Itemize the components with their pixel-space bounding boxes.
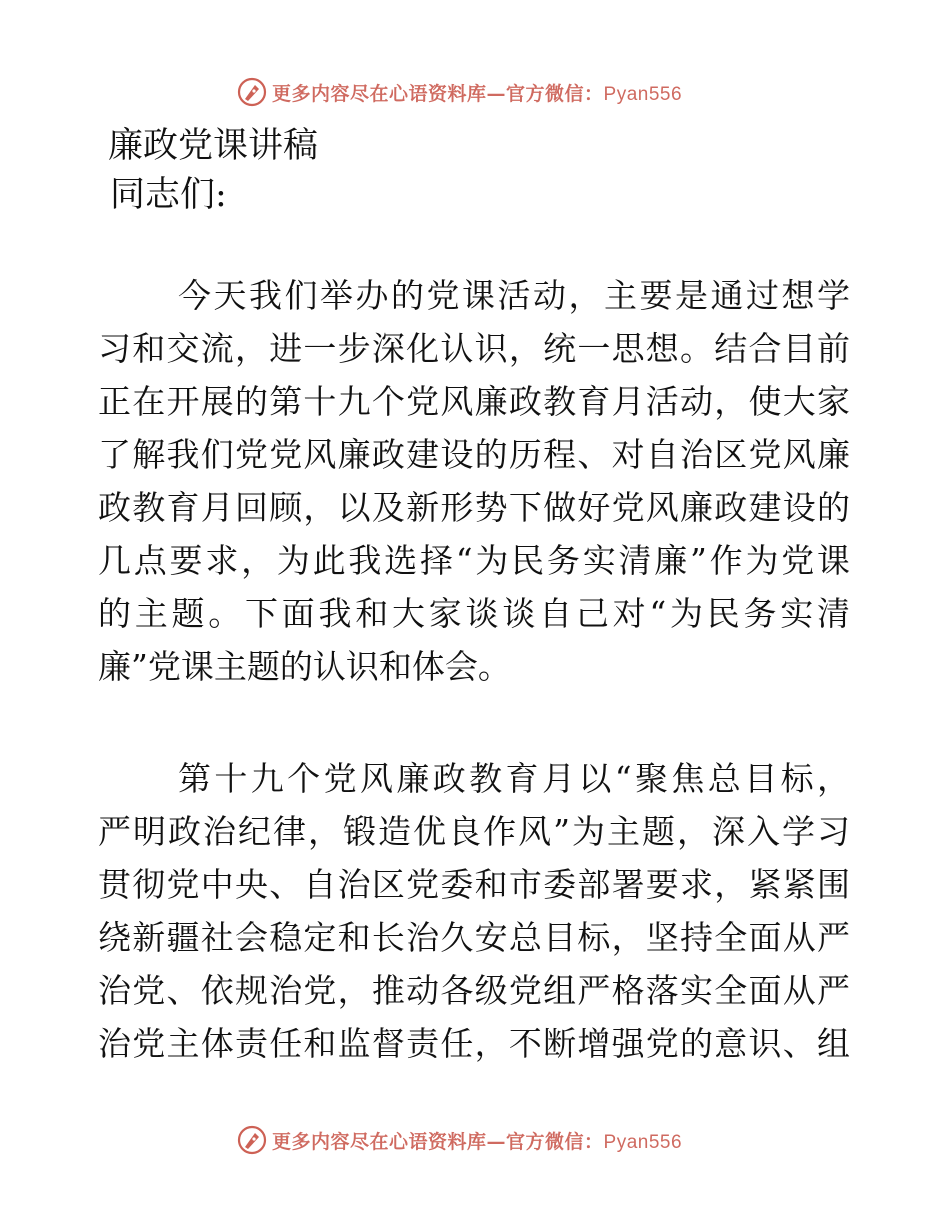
pen-nib-icon	[236, 1124, 268, 1156]
paragraph-line: 几点要求，为此我选择“为民务实清廉”作为党课	[98, 541, 850, 580]
paragraph-2	[98, 752, 850, 1070]
watermark-wechat-id: Pyan556	[603, 83, 683, 105]
watermark-wechat-id: Pyan556	[603, 1131, 683, 1153]
pen-nib-icon	[236, 76, 268, 108]
paragraph-line: 严明政治纪律，锻造优良作风”为主题，深入学习	[98, 812, 850, 851]
paragraph-line: 正在开展的第十九个党风廉政教育月活动，使大家	[98, 382, 850, 421]
watermark-banner-bottom	[0, 1120, 950, 1160]
paragraph-line: 第十九个党风廉政教育月以“聚焦总目标，	[178, 759, 850, 798]
paragraph-line: 的主题。下面我和大家谈谈自己对“为民务实清	[98, 594, 850, 633]
paragraph-line: 治党、依规治党，推动各级党组严格落实全面从严	[98, 971, 850, 1010]
paragraph-line: 贯彻党中央、自治区党委和市委部署要求，紧紧围	[98, 865, 850, 904]
salutation: 同志们:	[110, 175, 227, 215]
document-title: 廉政党课讲稿	[108, 126, 319, 166]
paragraph-line: 治党主体责任和监督责任，不断增强党的意识、组	[98, 1024, 850, 1063]
paragraph-line: 今天我们举办的党课活动，主要是通过想学	[178, 276, 850, 315]
paragraph-line: 习和交流，进一步深化认识，统一思想。结合目前	[98, 329, 850, 368]
paragraph-line: 绕新疆社会稳定和长治久安总目标，坚持全面从严	[98, 918, 850, 957]
paragraph-1	[98, 269, 850, 693]
watermark-text: 更多内容尽在心语资料库—官方微信：	[272, 1130, 604, 1153]
watermark-banner-top	[0, 72, 950, 112]
paragraph-line: 政教育月回顾，以及新形势下做好党风廉政建设的	[98, 488, 850, 527]
paragraph-line: 廉”党课主题的认识和体会。	[98, 647, 511, 686]
paragraph-line: 了解我们党党风廉政建设的历程、对自治区党风廉	[98, 435, 850, 474]
watermark-text: 更多内容尽在心语资料库—官方微信：	[272, 82, 604, 105]
